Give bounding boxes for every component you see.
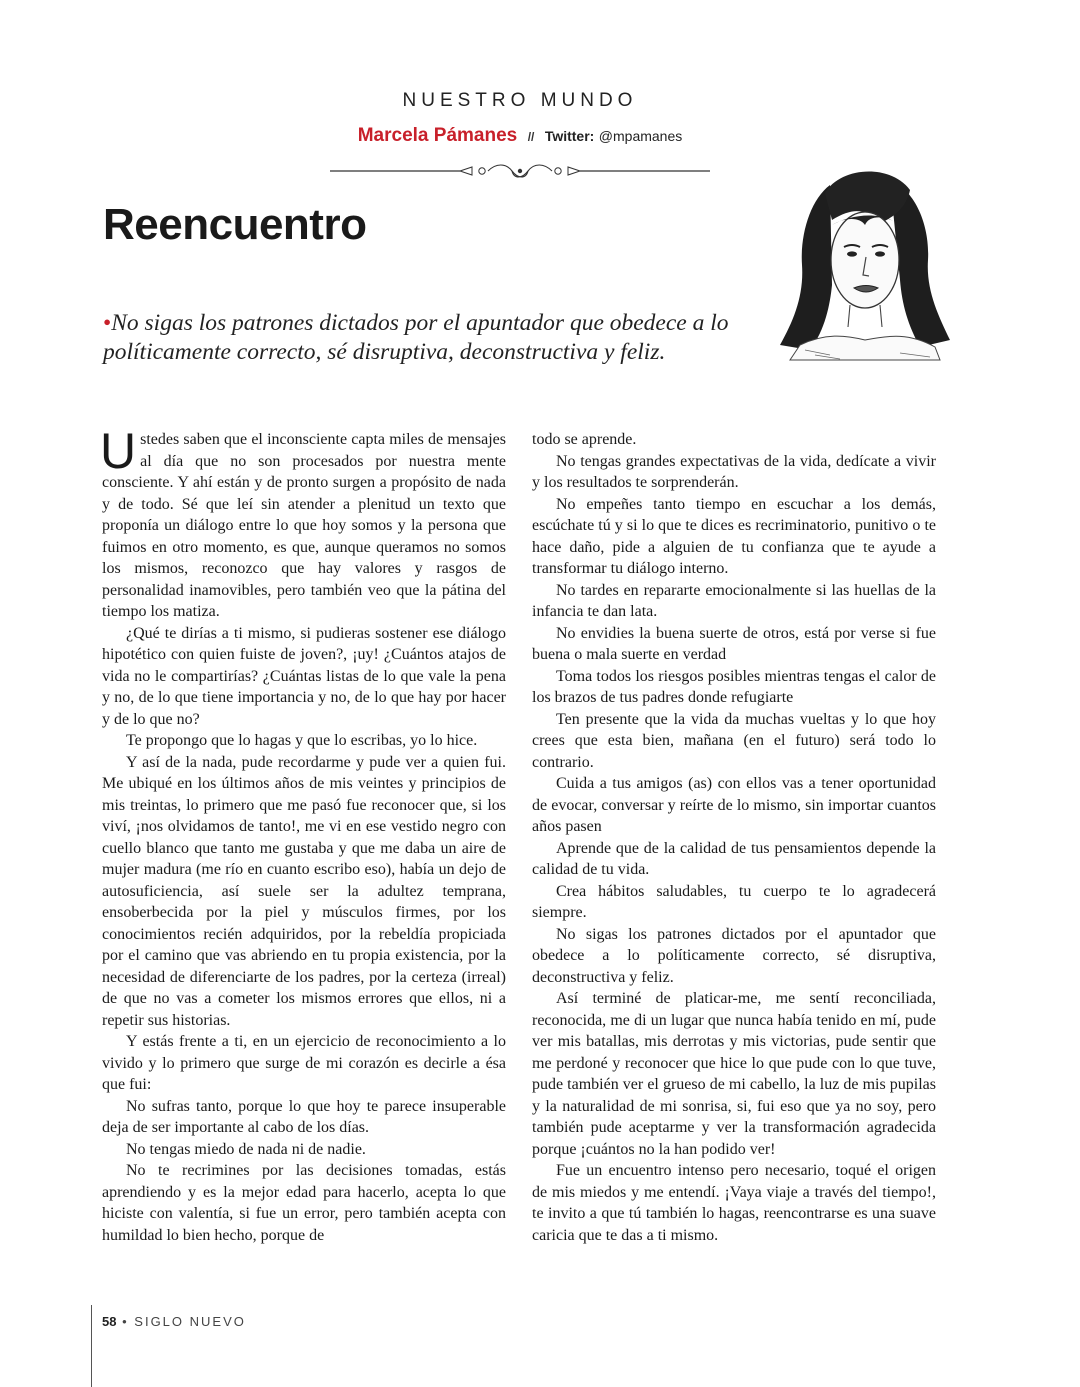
paragraph: Ten presente que la vida da muchas vueltas y lo que hoy crees que esta bien, mañana (en el futuro) será todo lo contrario. xyxy=(532,710,936,771)
page-number: 58 xyxy=(102,1314,117,1329)
paragraph: No empeñes tanto tiempo en escuchar a los demás, escúchate tú y si lo que te dices es recriminatorio, punitivo o te hace daño, pide a alguien de tu confianza que te ayude a transformar tu diálogo interno. xyxy=(532,495,936,577)
page-footer xyxy=(102,1314,246,1329)
paragraph: No sufras tanto, porque lo que hoy te parece insuperable deja de ser importante al cabo de los días. xyxy=(102,1097,506,1136)
paragraph: ¿Qué te dirías a ti mismo, si pudieras sostener ese diálogo hipotético con quien fuiste de joven?, ¡uy! ¿Cuántos atajos de vida no le compartirías? ¿Cuántas listas de lo que vale la pena y no, de lo que tiene importancia y no, de lo que hay por hacer y de lo que no? xyxy=(102,624,506,728)
footer-dot: • xyxy=(122,1314,129,1329)
byline-separator: // xyxy=(527,130,535,144)
paragraph: No tengas miedo de nada ni de nadie. xyxy=(126,1140,366,1158)
drop-cap: U xyxy=(100,423,137,479)
paragraph-continuation: todo se aprende. xyxy=(532,431,637,448)
paragraph: Y así de la nada, pude recordarme y pude ver a quien fui. Me ubiqué en los últimos años de mis veintes y principios de mis treintas, lo primero que me pasó fue reconocer que, si los viví, ¡nos olvidamos de tanto!, me vi en ese vestido negro con cuello blanco que tanto me gustaba y que me daba un aire de mujer madura (me río en cuanto escribo eso), había un dejo de autosuficiencia, así suele ser la adultez temprana, ensoberbecida por la piel y músculos firmes, por los conocimientos recién adquiridos, por la rebeldía propiciada por el camino que vas abriendo en tu propia existencia, por la necesidad de diferenciarte de los padres, por la certeza (irreal) de que no vas a cometer los mismos errores que ellos, ni a repetir sus historias. xyxy=(102,753,506,1029)
paragraph: Crea hábitos saludables, tu cuerpo te lo agradecerá siempre. xyxy=(532,882,936,921)
article-column-right xyxy=(532,429,936,1246)
paragraph: Fue un encuentro intenso pero necesario, toqué el origen de mis miedos y me entendí. ¡Vaya viaje a través del tiempo!, te invito a que tú también lo hagas, reencontrarse es una suave caricia que te das a ti mismo. xyxy=(532,1162,936,1244)
section-label: NUESTRO MUNDO xyxy=(402,90,638,111)
author-name: Marcela Pámanes xyxy=(357,125,518,146)
article-column-left xyxy=(100,423,506,1246)
paragraph: No envidies la buena suerte de otros, está por verse si fue buena o mala suerte en verdad xyxy=(532,624,936,663)
pull-quote-bullet: • xyxy=(103,310,112,336)
paragraph: Así terminé de platicar-me, me sentí reconciliada, reconocida, me di un lugar que nunca había tenido en mí, pude ver mis batallas, mis derrotas y mis victorias, pude sentir que me perdoné y reconocer que hice lo que pude con lo que tuve, pude también ver el grueso de mi cabello, la luz de mis pupilas y la naturalidad de mi sonrisa, si, fui eso que ya no soy, pero también pude aceptarme y ver la transformación agradecida porque ¡cuántos no la han podido ver! xyxy=(532,990,936,1158)
paragraph xyxy=(100,423,506,623)
paragraph: Y estás frente a ti, en un ejercicio de reconocimiento a lo vivido y lo primero que surge de mi corazón es decirle a ésa que fui: xyxy=(102,1033,506,1093)
footer-rule xyxy=(91,1305,92,1387)
paragraph: Toma todos los riesgos posibles mientras tengas el calor de los brazos de tus padres donde refugiarte xyxy=(532,667,936,706)
ornament-divider xyxy=(330,160,710,182)
paragraph: No tengas grandes expectativas de la vida, dedícate a vivir y los resultados te sorprenderán. xyxy=(532,452,936,491)
paragraph-text: stedes saben que el inconsciente capta miles de mensajes al día que no son procesados por nuestra mente consciente. Y ahí están y de pronto surgen a propósito de nada y de todo. Sé que leí sin atender a plenitud un texto que proponía un diálogo entre lo que hoy somos y la persona que fuimos en otro momento, es que, aunque queramos no somos los mismos, reconozco que hay valores y rasgos de personalidad inamovibles, pero también veo que la pátina del tiempo los matiza. xyxy=(102,431,506,620)
paragraph: Cuida a tus amigos (as) con ellos vas a tener oportunidad de evocar, conversar y reírte de lo mismo, sin importar cuantos años pasen xyxy=(532,775,936,835)
paragraph: No te recrimines por las decisiones tomadas, estás aprendiendo y es la mejor edad para hacerlo, acepta lo que hiciste con valentía, si fue un error, pero también acepta con humildad lo bien hecho, porque de xyxy=(102,1162,506,1244)
byline xyxy=(330,125,710,147)
paragraph: Aprende que de la calidad de tus pensamientos depende la calidad de tu vida. xyxy=(532,839,936,878)
paragraph: No tardes en repararte emocionalmente si las huellas de la infancia te dan lata. xyxy=(532,581,936,620)
twitter-label: Twitter: xyxy=(544,128,595,144)
article-title: Reencuentro xyxy=(103,200,367,249)
publication-name: SIGLO NUEVO xyxy=(134,1314,246,1329)
pull-quote xyxy=(103,309,753,367)
paragraph: Te propongo que lo hagas y que lo escribas, yo lo hice. xyxy=(126,732,478,749)
twitter-handle: @mpamanes xyxy=(598,128,683,144)
author-portrait xyxy=(770,155,955,365)
pull-quote-text: No sigas los patrones dictados por el apuntador que obedece a lo políticamente correcto, sé disruptiva, deconstructiva y feliz. xyxy=(103,310,729,365)
paragraph: No sigas los patrones dictados por el apuntador que obedece a lo políticamente correcto, sé disruptiva, deconstructiva y feliz. xyxy=(532,925,936,986)
